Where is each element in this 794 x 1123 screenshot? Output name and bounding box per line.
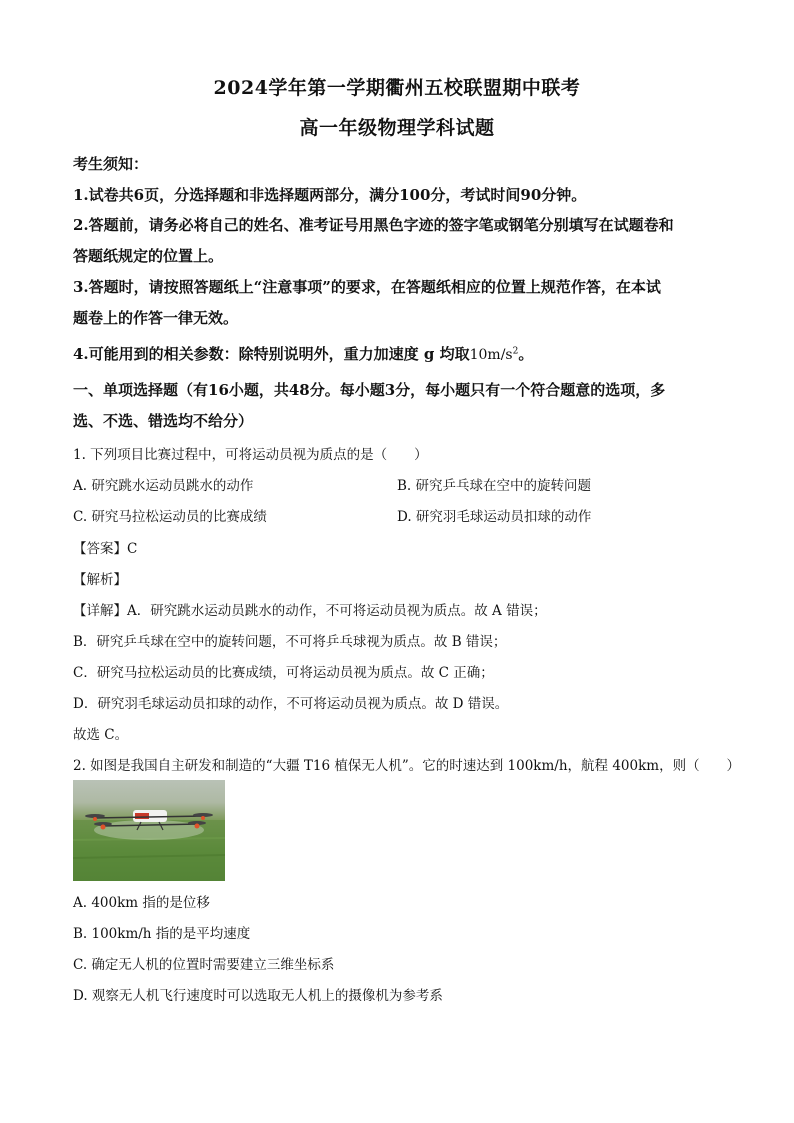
- exam-title: 2024学年第一学期衢州五校联盟期中联考: [213, 77, 581, 99]
- notice-heading: 考生须知：: [73, 155, 149, 173]
- notice-item-4: 4.可能用到的相关参数：除特别说明外，重力加速度 g 均取$10m/s^2$。: [73, 345, 534, 363]
- question-1-detail-b: B．研究乒乓球在空中的旋转问题，不可将乒乓球视为质点。故 B 错误；: [73, 634, 507, 650]
- question-2-option-b: B. 100km/h 指的是平均速度: [73, 926, 251, 942]
- drone-illustration: [73, 780, 225, 881]
- question-2-option-d: D. 观察无人机飞行速度时可以选取无人机上的摄像机为参考系: [73, 988, 443, 1004]
- gravity-value: $10m/s^2$: [469, 346, 519, 363]
- section-heading-a: 一、单项选择题（有16小题，共48分。每小题3分，每小题只有一个符合题意的选项，多: [73, 381, 666, 399]
- question-1-analysis: 【解析】: [73, 572, 127, 588]
- exam-subtitle: 高一年级物理学科试题: [299, 117, 495, 139]
- question-2-stem: 2. 如图是我国自主研发和制造的“大疆 T16 植保无人机”。它的时速达到 100km/h，航程 400km，则（ ）: [73, 758, 741, 774]
- question-1-conclusion: 故选 C。: [73, 727, 129, 743]
- notice-item-1: 1.试卷共6页，分选择题和非选择题两部分，满分100分，考试时间90分钟。: [73, 186, 587, 204]
- notice-item-2b: 答题纸规定的位置上。: [73, 247, 224, 265]
- question-1-answer: 【答案】C: [73, 541, 138, 557]
- question-1-detail-a: 【详解】A．研究跳水运动员跳水的动作，不可将运动员视为质点。故 A 错误；: [73, 603, 547, 619]
- question-2-option-a: A. 400km 指的是位移: [73, 895, 210, 911]
- drone-photo: [73, 780, 225, 881]
- section-heading-b: 选、不选、错选均不给分）: [73, 412, 254, 430]
- question-1-detail-c: C．研究马拉松运动员的比赛成绩，可将运动员视为质点。故 C 正确；: [73, 665, 494, 681]
- question-1-detail-d: D．研究羽毛球运动员扣球的动作，不可将运动员视为质点。故 D 错误。: [73, 696, 509, 712]
- question-1-option-d: D. 研究羽毛球运动员扣球的动作: [397, 509, 592, 525]
- notice-item-3a: 3.答题时，请按照答题纸上“注意事项”的要求，在答题纸相应的位置上规范作答，在本试: [73, 278, 661, 296]
- question-2-option-c: C. 确定无人机的位置时需要建立三维坐标系: [73, 957, 335, 973]
- notice-item-4-text: 4.可能用到的相关参数：除特别说明外，重力加速度 g 均取: [73, 345, 470, 363]
- question-1-option-c: C. 研究马拉松运动员的比赛成绩: [73, 509, 267, 525]
- question-1-option-b: B. 研究乒乓球在空中的旋转问题: [397, 478, 592, 494]
- notice-item-3b: 题卷上的作答一律无效。: [73, 309, 239, 327]
- notice-item-2a: 2.答题前，请务必将自己的姓名、准考证号用黑色字迹的签字笔或钢笔分别填写在试题卷和: [73, 216, 674, 234]
- question-1-stem: 1. 下列项目比赛过程中，可将运动员视为质点的是（ ）: [73, 447, 428, 463]
- question-1-option-a: A. 研究跳水运动员跳水的动作: [73, 478, 254, 494]
